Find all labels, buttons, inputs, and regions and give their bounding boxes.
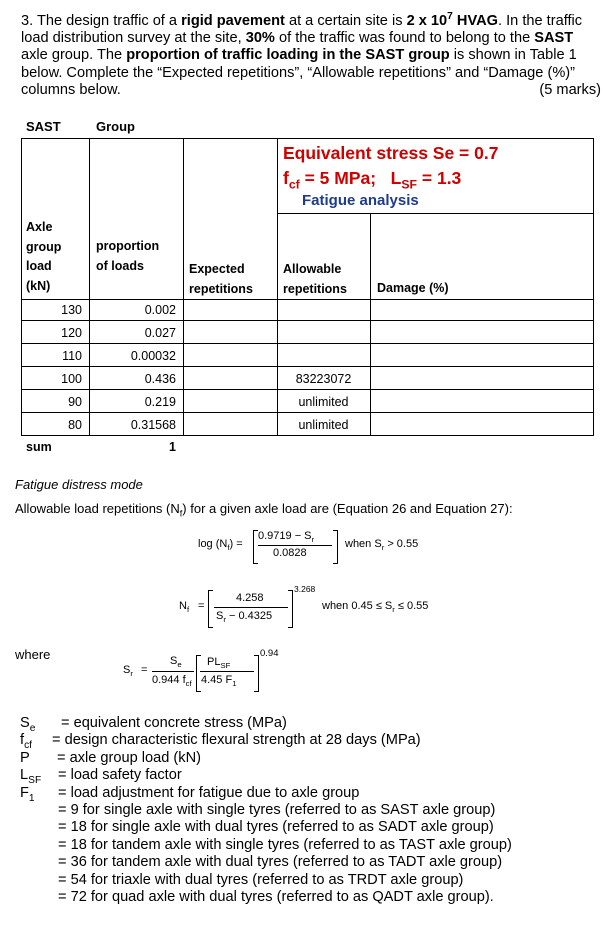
fatigue-mode-title: Fatigue distress mode [15, 477, 143, 492]
question-bold: SAST [534, 30, 574, 47]
eq1-numerator: $0.9719 - S_r$ [258, 530, 315, 545]
eq2-fraction-bar [214, 607, 288, 608]
question-part: . In the traffic load distribution survey at the site, [21, 12, 583, 47]
cell-proportion: 0.002 [144, 303, 176, 317]
eq1-fraction-bar [258, 545, 332, 546]
question-bold: proportion of traffic loading in the SAST group [126, 47, 450, 64]
cell-load: 90 [68, 395, 82, 409]
header-expected: Expected repetitions [189, 262, 253, 296]
f1-value-item: = 18 for tandem axle with single tyres (referred to as TAST axle group) [58, 836, 512, 853]
cell-allowable: 83223072 [295, 372, 352, 386]
eq1-denominator: 0.0828 [273, 547, 307, 559]
eq1-bracket-right [333, 530, 338, 564]
question-part: axle group. The [21, 47, 127, 64]
cell-proportion: 0.436 [144, 372, 176, 386]
table-line [21, 412, 593, 413]
table-line [21, 299, 593, 300]
table-label-group: Group [96, 119, 135, 134]
eq3-equals: = [141, 664, 148, 676]
sum-label: sum [26, 440, 52, 454]
definition-item: $F_1$ = load adjustment for fatigue due to axle group [20, 784, 360, 804]
analysis-strength-lsf: $f_{cf} = 5$ MPa; $L_{SF} = 1.3$ [283, 168, 462, 192]
analysis-title: Fatigue analysis [302, 192, 419, 209]
header-damage: Damage (%) [377, 281, 449, 295]
cell-allowable: unlimited [298, 395, 349, 409]
cell-proportion: 0.027 [144, 326, 176, 340]
eq2-lhs: $N_f$ [179, 600, 190, 615]
table-line [593, 138, 594, 436]
eq3-fraction-bar-2 [200, 671, 254, 672]
table-line [21, 343, 593, 344]
eq2-bracket-left [208, 590, 213, 628]
definitions-list [20, 715, 512, 906]
f1-value-item: = 36 for tandem axle with dual tyres (referred to as TADT axle group) [58, 854, 503, 871]
eq3-den2: 4.45 $F_1$ [201, 674, 237, 689]
table-line [277, 138, 278, 436]
definition-item: $L_{SF}$ = load safety factor [20, 767, 182, 787]
table-line [89, 138, 90, 436]
cell-proportion: 0.219 [144, 395, 176, 409]
cell-proportion: 0.31568 [130, 418, 176, 432]
table-line [21, 320, 593, 321]
eq2-exponent: 3.268 [294, 584, 316, 594]
header-axle-load: Axle group load (kN) [26, 220, 62, 293]
question-bold: HVAG [452, 12, 498, 29]
eq3-lhs: $S_r$ [123, 664, 133, 679]
eq3-bracket-right [254, 655, 259, 692]
table-line [370, 213, 371, 436]
marks-label: (5 marks) [539, 82, 601, 99]
f1-value-item: = 9 for single axle with single tyres (referred to as SAST axle group) [58, 801, 496, 818]
definition-item: P = axle group load (kN) [20, 749, 201, 766]
cell-proportion: 0.00032 [130, 349, 176, 363]
f1-value-item: = 72 for quad axle with dual tyres (referred to as QADT axle group). [58, 888, 494, 905]
definition-item: $S_e$ = equivalent concrete stress (MPa) [20, 715, 287, 734]
f1-value-item: = 18 for single axle with dual tyres (referred to as SADT axle group) [58, 819, 494, 836]
table-label-sast: SAST [26, 119, 61, 134]
question-text [21, 8, 601, 99]
question-bold: 2 x 10 [406, 12, 448, 29]
f1-value-item: = 54 for triaxle with dual tyres (referred to as TRDT axle group) [58, 871, 464, 888]
table-line [21, 138, 593, 139]
header-allowable: Allowable repetitions [283, 262, 347, 296]
table-line [21, 366, 593, 367]
question-part: 3. The design traffic of a [21, 12, 182, 29]
table-line [183, 138, 184, 436]
where-label: where [15, 647, 51, 662]
table-line [21, 138, 22, 436]
table-line [277, 213, 593, 214]
cell-load: 110 [62, 349, 82, 363]
question-part: at a certain site is [284, 12, 407, 29]
eq3-den1: 0.944 $f_{cf}$ [152, 674, 192, 689]
cell-allowable: unlimited [298, 418, 349, 432]
eq2-condition: when $0.45 \le S_r \le 0.55$ [322, 600, 429, 615]
eq1-condition: when $S_r > 0.55$ [345, 538, 419, 553]
table-line [21, 435, 593, 436]
eq3-num1: $S_e$ [170, 655, 182, 670]
question-part: is shown in Table 1 below. Complete the “Expected repetitions”, “Allowable repetitions” and “Damage (%)” columns below. [21, 47, 577, 99]
sum-value: 1 [169, 440, 176, 454]
question-superscript: 7 [447, 11, 453, 22]
eq3-num2: $PL_{SF}$ [207, 656, 231, 671]
eq1-lhs: $\log (N_f)$ = [198, 538, 243, 553]
fatigue-intro: Allowable load repetitions $(N_f)$ for a given axle load are (Equation 26 and Equation 27): [15, 501, 513, 519]
cell-load: 130 [61, 303, 82, 317]
table-line [21, 389, 593, 390]
eq2-denominator: $S_r - 0.4325$ [216, 610, 273, 625]
eq3-fraction-bar-1 [152, 671, 194, 672]
cell-load: 100 [61, 372, 82, 386]
header-proportion: proportion of loads [96, 239, 160, 273]
f1-values [58, 802, 512, 906]
eq3-exponent: 0.94 [260, 648, 279, 659]
analysis-equivalent-stress: Equivalent stress Se = 0.7 [283, 143, 499, 163]
question-bold: rigid pavement [181, 12, 285, 29]
cell-load: 80 [68, 418, 82, 432]
eq2-equals: = [198, 600, 205, 612]
eq2-numerator: 4.258 [236, 592, 264, 604]
definition-item: $f_{cf}$ = design characteristic flexural strength at 28 days (MPa) [20, 732, 421, 752]
question-bold: 30% [245, 30, 275, 47]
cell-load: 120 [61, 326, 82, 340]
question-part: of the traffic was found to belong to the [274, 30, 535, 47]
eq2-bracket-right [288, 590, 293, 628]
